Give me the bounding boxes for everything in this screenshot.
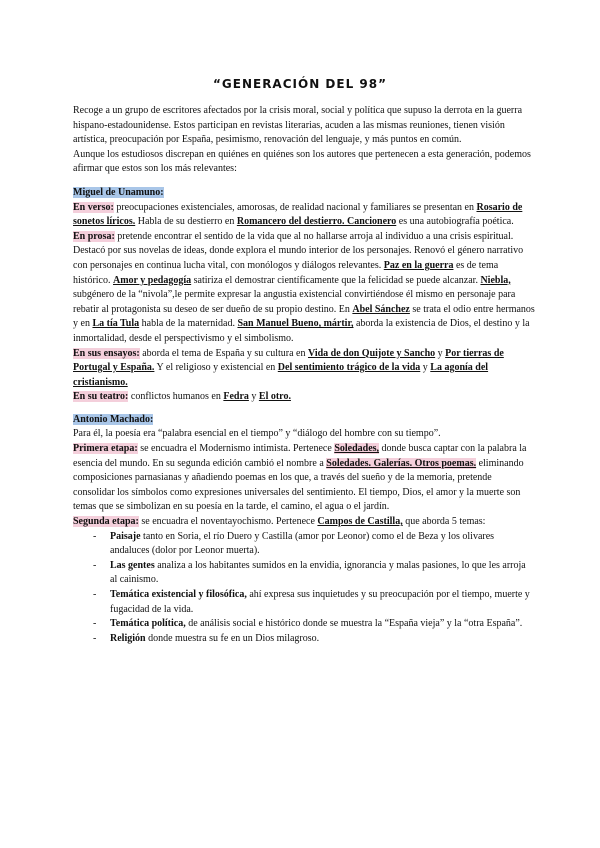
unamuno-teatro-paragraph: En su teatro: conflictos humanos en Fedra y El otro.	[73, 391, 291, 403]
work-title: Amor y pedagogía	[113, 274, 192, 286]
label-ensayos: En sus ensayos:	[73, 347, 140, 359]
machado-etapa1-paragraph: Primera etapa: se encuadra el Modernismo intimista. Pertenece Soledades, donde busca captar con la palabra la esencia del mundo. En su segunda edición cambió el nombre a Soledades. Galerías. Otros poemas. eliminando composiciones parnasianas y añadiendo poemas en los que, a través del sueño y de la memoria, pretende consolidar los símbolos como expresiones universales del sentimiento. El tiempo, Dios, el amor y la muerte son temas que se simbolizan en su poesía en la tarde, el camino, el agua o el jardín.	[73, 443, 527, 513]
work-title: Vida de don Quijote y Sancho	[307, 347, 436, 359]
list-item: - Religión donde muestra su fe en un Dios milagroso.	[93, 632, 535, 647]
work-title: Campos de Castilla,	[317, 516, 403, 528]
work-title: Del sentimiento trágico de la vida	[277, 362, 421, 374]
label-primera-etapa: Primera etapa:	[73, 443, 138, 455]
work-title: Abel Sánchez	[352, 303, 410, 315]
list-item: - Paisaje tanto en Soria, el río Duero y Castilla (amor por Leonor) como el de Beza y los olivares andaluces (dolor por Leonor muerta).	[93, 530, 535, 559]
intro-paragraph-2: Aunque los estudiosos discrepan en quiénes en quiénes son los autores que pertenecen a esta generación, podemos afirmar que estos son los más relevantes:	[73, 148, 531, 175]
unamuno-ensayo-paragraph: En sus ensayos: aborda el tema de España y su cultura en Vida de don Quijote y Sancho y Por tierras de Portugal y España. Y el religioso y existencial en Del sentimiento trágico de la vida y La agonía del cristianismo.	[73, 347, 504, 388]
section-heading-unamuno: Miguel de Unamuno:	[73, 186, 164, 198]
work-title: Fedra	[223, 391, 249, 403]
page-title: “GENERACIÓN DEL 98”	[213, 77, 387, 91]
temas-list	[73, 530, 535, 647]
unamuno-prosa-paragraph: En prosa: pretende encontrar el sentido de la vida que al no hallarse arroja al individuo a una crisis espiritual. Destacó por sus novelas de ideas, donde explora el mundo interior de los personajes. Renovó el género narrativo con personajes en continua lucha vital, con monólogos y diálogos relevantes. Paz en la guerra es de tema histórico. Amor y pedagogía satiriza el demostrar científicamente que la felicidad se puede alcanzar. Niebla, subgénero de la “nivola”,le permite expresar la angustia existencial convirtiéndose él mismo en personaje para rebatir al protagonista su deseo de ser dueño de su propio destino. En Abel Sánchez se trata el odio entre hermanos y en La tía Tula habla de la maternidad. San Manuel Bueno, mártir, aborda la existencia de Dios, el destino y la inmortalidad, desde el perspectivismo y el simbolismo.	[73, 230, 535, 344]
work-title: La agonía del cristianismo.	[73, 362, 489, 388]
unamuno-verso-paragraph: En verso: preocupaciones existenciales, amorosas, de realidad nacional y familiares se presentan en Rosario de sonetos líricos. Habla de su destierro en Romancero del destierro. Cancionero es una autobiografía poética.	[73, 201, 523, 228]
label-segunda-etapa: Segunda etapa:	[73, 516, 139, 528]
work-title: Paz en la guerra	[383, 259, 454, 271]
work-title: Romancero del destierro. Cancionero	[236, 216, 397, 228]
work-title: Soledades,	[334, 443, 380, 455]
list-item: - Temática existencial y filosófica, ahí expresa sus inquietudes y su preocupación por el tiempo, muerte y fugacidad de la vida.	[93, 588, 535, 617]
intro-paragraph: Recoge a un grupo de escritores afectados por la crisis moral, social y política que supuso la derrota en la guerra hispano-estadounidense. Estos participan en revistas literarias, acuden a las mismas reuniones, tienen visión artística, preocupación por España, pesimismo, renovación del lenguaje, y más puntos en común.	[73, 105, 523, 146]
work-title: Por tierras de Portugal y España.	[73, 347, 504, 374]
work-title: El otro.	[258, 391, 291, 403]
document-body	[73, 104, 535, 646]
work-title: La tía Tula	[92, 318, 140, 330]
machado-definition: Para él, la poesía era “palabra esencial en el tiempo” y “diálogo del hombre con su tiempo”.	[73, 428, 441, 440]
work-title: Rosario de sonetos líricos.	[73, 201, 523, 228]
label-prosa: En prosa:	[73, 230, 115, 242]
label-verso: En verso:	[73, 201, 114, 213]
section-heading-machado: Antonio Machado:	[73, 413, 154, 425]
label-teatro: En su teatro:	[73, 391, 129, 403]
work-title: Niebla,	[480, 274, 511, 286]
list-item: - Las gentes analiza a los habitantes sumidos en la envidia, ignorancia y malas pasiones, lo que les arroja al cainismo.	[93, 559, 535, 588]
work-title: San Manuel Bueno, mártir,	[237, 318, 354, 330]
list-item: - Temática política, de análisis social e histórico donde se muestra la “España vieja” y la “otra España”.	[93, 617, 535, 632]
work-title: Soledades. Galerías. Otros poemas.	[326, 457, 477, 469]
machado-etapa2-paragraph: Segunda etapa: se encuadra el noventayochismo. Pertenece Campos de Castilla, que aborda 5 temas:	[73, 516, 486, 528]
